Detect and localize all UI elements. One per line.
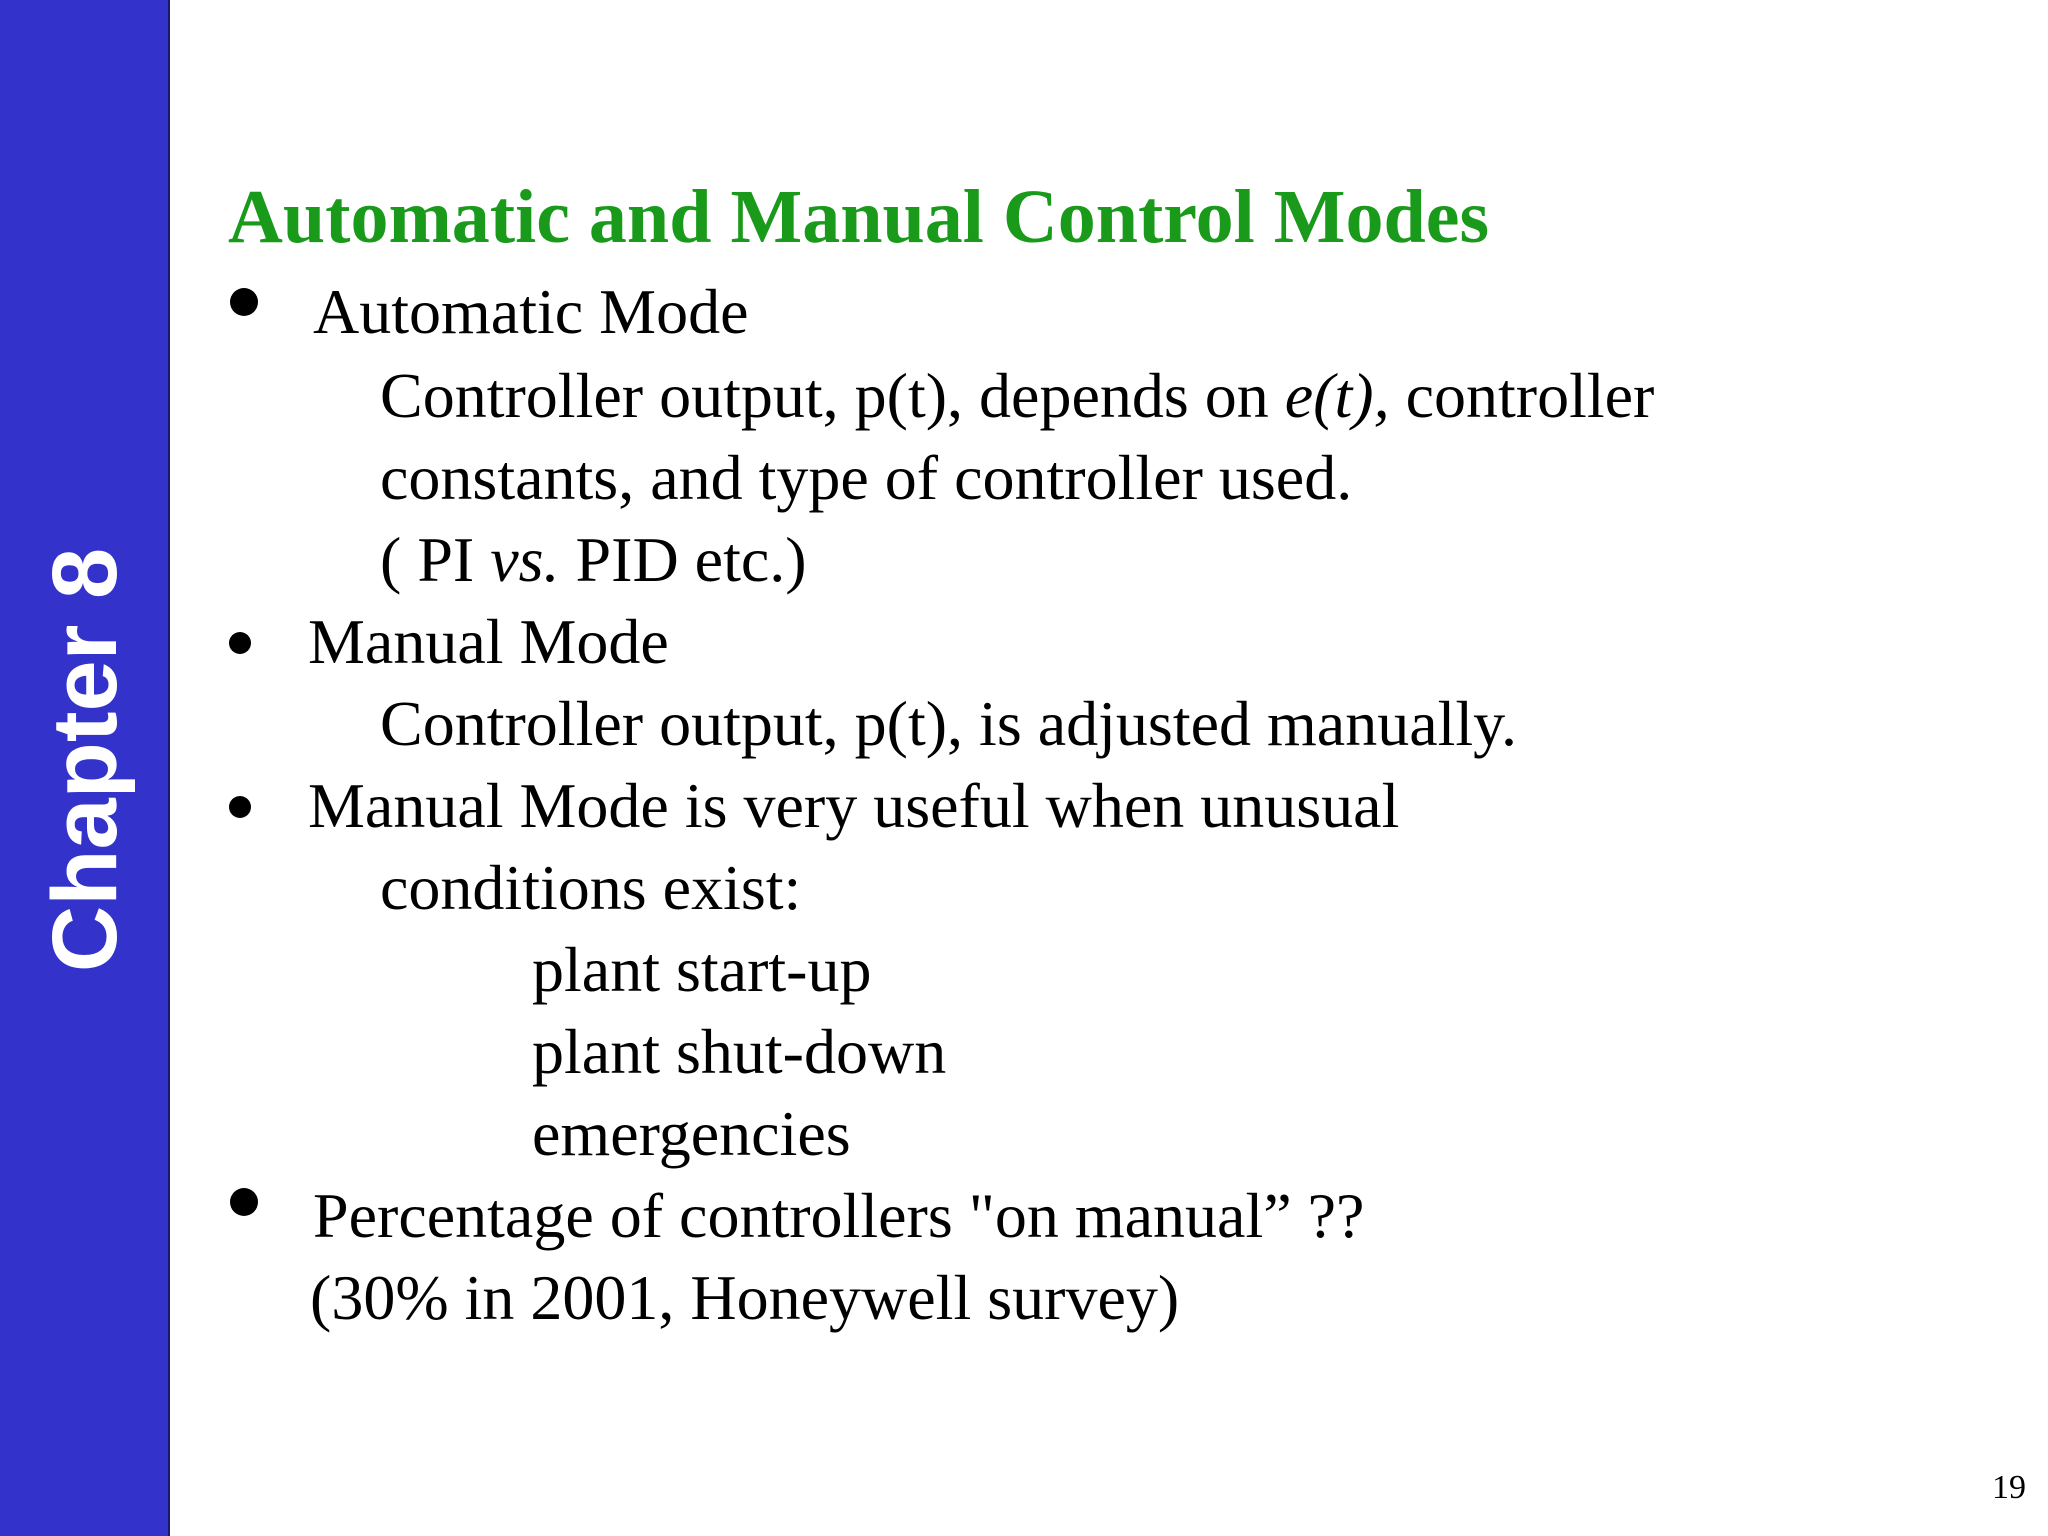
text-run: ( PI — [380, 524, 491, 595]
automatic-mode-description-line-3 — [380, 522, 807, 598]
error-term: e(t), — [1284, 360, 1390, 431]
condition-item: emergencies — [532, 1098, 851, 1169]
conditions-line: conditions exist: — [380, 852, 802, 923]
automatic-mode-description-line-2: constants, and type of controller used. — [380, 442, 1353, 513]
condition-item: plant shut-down — [532, 1016, 947, 1087]
text-run: Controller output, p(t), depends on — [380, 360, 1285, 431]
bullet-marker — [230, 288, 258, 316]
bullet-heading-automatic-mode: Automatic Mode — [313, 276, 749, 347]
text-run: PID etc.) — [559, 524, 807, 595]
manual-mode-description: Controller output, p(t), is adjusted manually. — [380, 688, 1517, 759]
slide-title: Automatic and Manual Control Modes — [228, 175, 1490, 259]
automatic-mode-description-line-1 — [380, 358, 1654, 434]
bullet-heading-manual-mode-useful: Manual Mode is very useful when unusual — [308, 770, 1400, 841]
page-number: 19 — [1992, 1469, 2026, 1506]
bullet-heading-manual-mode: Manual Mode — [308, 606, 669, 677]
bullet-marker — [230, 1188, 258, 1216]
condition-item: plant start-up — [532, 934, 872, 1005]
versus-text: vs. — [490, 524, 560, 595]
survey-note: (30% in 2001, Honeywell survey) — [310, 1262, 1180, 1333]
chapter-sidebar — [0, 0, 170, 1536]
bullet-heading-percentage: Percentage of controllers "on manual” ?? — [313, 1180, 1365, 1251]
text-run: controller — [1389, 360, 1655, 431]
chapter-label: Chapter 8 — [34, 547, 136, 973]
bullet-marker — [229, 632, 251, 654]
bullet-marker — [229, 796, 251, 818]
